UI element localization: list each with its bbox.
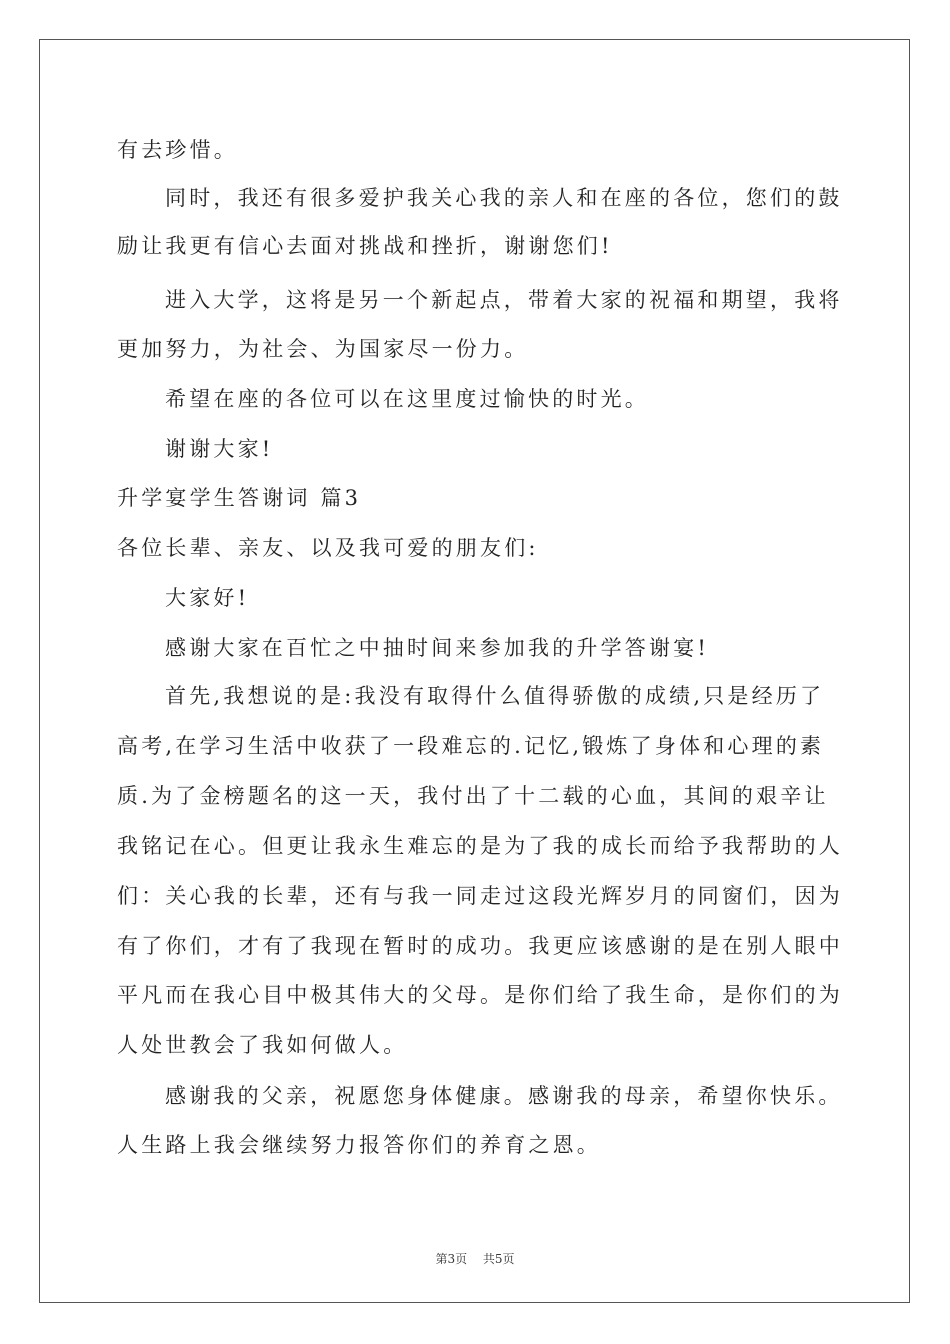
paragraph-line: 首先,我想说的是:我没有取得什么值得骄傲的成绩,只是经历了 <box>165 684 825 708</box>
paragraph-line: 们：关心我的长辈，还有与我一同走过这段光辉岁月的同窗们，因为 <box>117 884 843 908</box>
paragraph-line: 人生路上我会继续努力报答你们的养育之恩。 <box>117 1133 601 1157</box>
paragraph-line: 希望在座的各位可以在这里度过愉快的时光。 <box>165 387 649 411</box>
paragraph-line: 谢谢大家! <box>165 437 274 461</box>
paragraph-line: 质.为了金榜题名的这一天，我付出了十二载的心血，其间的艰辛让 <box>117 784 829 808</box>
paragraph-line: 进入大学，这将是另一个新起点，带着大家的祝福和期望，我将 <box>165 288 843 312</box>
page-border <box>39 39 910 1303</box>
paragraph-line: 我铭记在心。但更让我永生难忘的是为了我的成长而给予我帮助的人 <box>117 834 843 858</box>
page-number: 第3页 <box>435 1252 468 1266</box>
paragraph-line: 感谢我的父亲，祝愿您身体健康。感谢我的母亲，希望你快乐。 <box>165 1084 843 1108</box>
paragraph-line: 更加努力，为社会、为国家尽一份力。 <box>117 337 529 361</box>
page-footer <box>0 1250 950 1267</box>
paragraph-line: 有去珍惜。 <box>117 138 238 162</box>
total-pages: 共5页 <box>482 1252 515 1266</box>
paragraph-line: 平凡而在我心目中极其伟大的父母。是你们给了我生命，是你们的为 <box>117 983 843 1007</box>
paragraph-line: 励让我更有信心去面对挑战和挫折，谢谢您们! <box>117 234 613 258</box>
paragraph-line: 感谢大家在百忙之中抽时间来参加我的升学答谢宴! <box>165 636 710 660</box>
salutation: 各位长辈、亲友、以及我可爱的朋友们: <box>117 536 539 560</box>
paragraph-line: 高考,在学习生活中收获了一段难忘的.记忆,锻炼了身体和心理的素 <box>117 734 825 758</box>
greeting: 大家好! <box>165 586 250 610</box>
paragraph-line: 同时，我还有很多爱护我关心我的亲人和在座的各位，您们的鼓 <box>165 186 843 210</box>
section-heading: 升学宴学生答谢词 篇3 <box>117 486 362 510</box>
paragraph-line: 人处世教会了我如何做人。 <box>117 1033 408 1057</box>
paragraph-line: 有了你们，才有了我现在暂时的成功。我更应该感谢的是在别人眼中 <box>117 934 843 958</box>
